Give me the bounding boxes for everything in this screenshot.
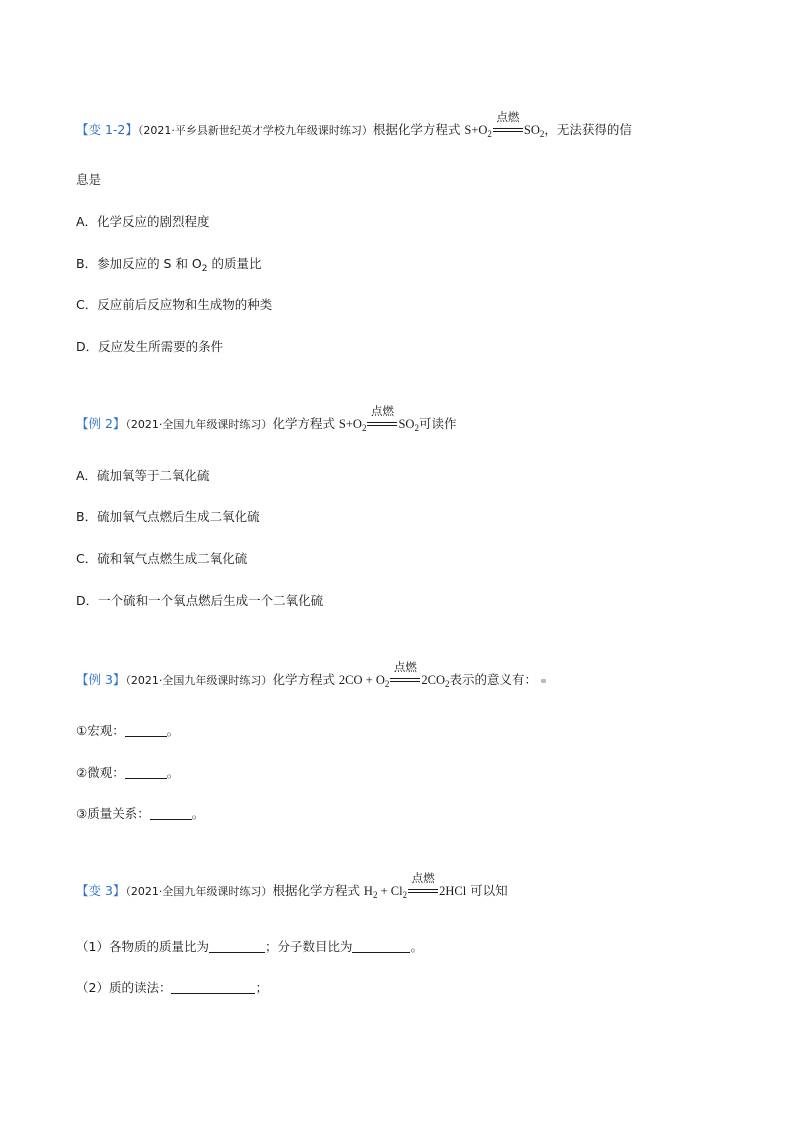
q3-equation: $2CO + O_2$ 点燃 $2CO_2$ [338,660,450,689]
answer-blank[interactable] [125,766,167,779]
reaction-arrow: 点燃 [367,417,397,429]
q3-item-mass: ③质量关系： 。 [76,806,205,821]
q1-option-d[interactable]: D．反应发生所需要的条件 [76,339,224,354]
q1-option-a[interactable]: A．化学反应的剧烈程度 [76,214,210,229]
q2-option-c[interactable]: C．硫和氧气点燃生成二氧化硫 [76,551,248,566]
answer-blank[interactable] [171,981,255,994]
q2-source: （2021·全国九年级课时练习） [125,418,273,431]
q3-source: （2021·全国九年级课时练习） [125,674,273,687]
q2-option-a[interactable]: A．硫加氧等于二氧化硫 [76,468,210,483]
answer-blank[interactable] [150,807,192,820]
q4-part-1: （1）各物质的质量比为 ；分子数目比为 。 [76,939,423,954]
answer-blank[interactable] [209,940,265,953]
q4-source: （2021·全国九年级课时练习） [125,885,273,898]
q1-equation: $S+O_2$ 点燃 $SO_2$ [464,110,545,139]
q3-item-macro: ①宏观： 。 [76,723,180,738]
q1-stem-continued: 息是 [76,172,102,187]
q1-source: （2021·平乡县新世纪英才学校九年级课时练习） [137,124,373,137]
q1-stem: 【变 1-2】（2021·平乡县新世纪英才学校九年级课时练习）根据化学方程式 $S+O_2$ 点燃 $SO_2$，无法获得的信 [76,122,632,142]
q2-tag: 【例 2】 [76,416,126,431]
answer-blank[interactable] [125,724,167,737]
answer-blank[interactable] [352,940,410,953]
q3-item-micro: ②微观： 。 [76,765,180,780]
q1-tag: 【变 1-2】 [76,122,138,137]
q2-option-d[interactable]: D．一个硫和一个氧点燃后生成一个二氧化硫 [76,593,324,608]
q4-stem: 【变 3】（2021·全国九年级课时练习）根据化学方程式 $H_2 + Cl_2$ 点燃 2HCl 可以知 [76,883,508,903]
q1-option-b[interactable]: B．参加反应的 S 和 $O_2$ 的质量比 [76,256,262,274]
q1-option-c[interactable]: C．反应前后反应物和生成物的种类 [76,297,273,312]
q2-option-b[interactable]: B．硫加氧气点燃后生成二氧化硫 [76,509,260,524]
q2-equation: $S+O_2$ 点燃 $SO_2$ [338,404,419,433]
q4-tag: 【变 3】 [76,883,126,898]
q3-stem: 【例 3】（2021·全国九年级课时练习）化学方程式 $2CO + O_2$ 点燃 $2CO_2$表示的意义有： [76,672,546,692]
reaction-arrow: 点燃 [493,123,523,135]
q2-stem: 【例 2】（2021·全国九年级课时练习）化学方程式 $S+O_2$ 点燃 $SO_2$可读作 [76,416,456,436]
anchor-mark-icon [541,679,546,683]
q3-tag: 【例 3】 [76,672,126,687]
reaction-arrow: 点燃 [408,884,438,896]
reaction-arrow: 点燃 [390,673,420,685]
q4-part-2: （2）质的读法： ； [76,980,268,995]
q4-equation: $H_2 + Cl_2$ 点燃 2HCl [363,871,467,900]
